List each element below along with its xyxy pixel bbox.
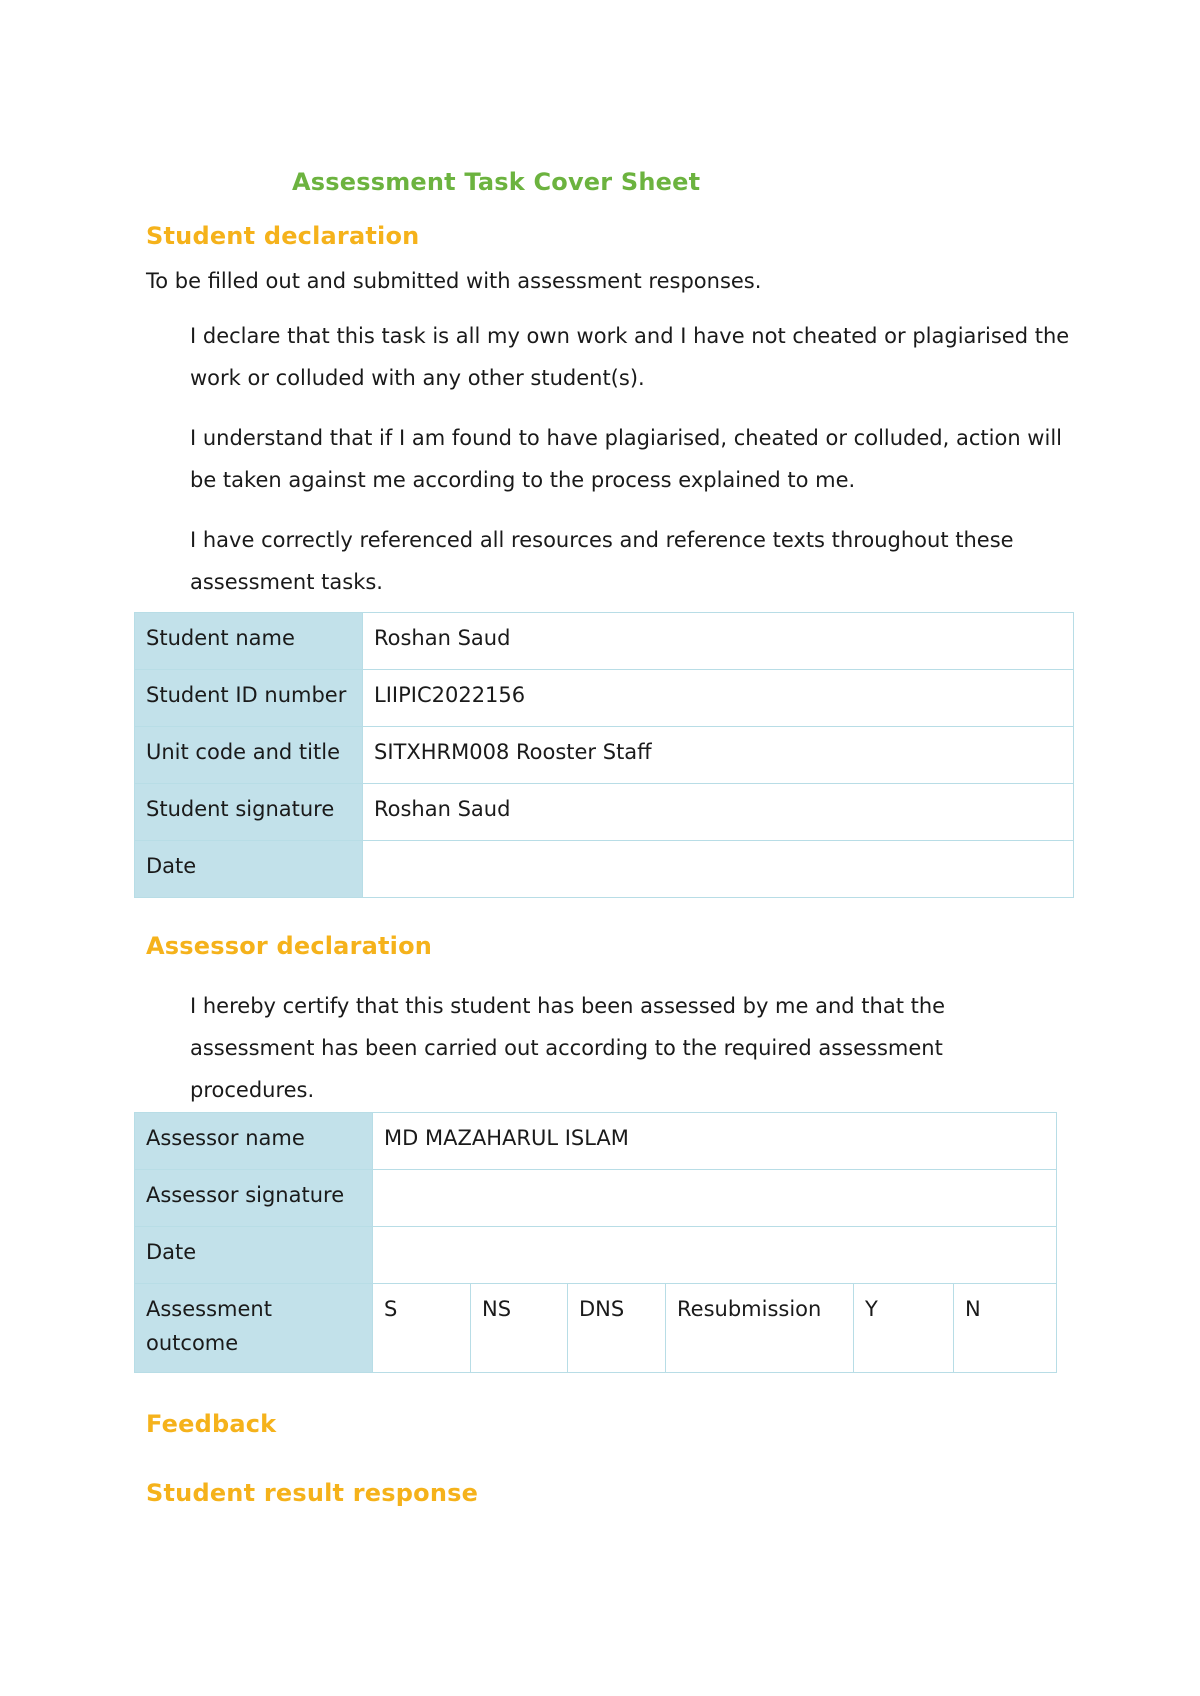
assessor-name-label: Assessor name [135,1113,373,1170]
declaration-statement-3: I have correctly referenced all resources and reference texts throughout these assessment tasks. [190,528,1014,594]
table-row [135,841,1074,898]
assessor-declaration-heading: Assessor declaration [146,932,433,960]
student-date-field[interactable] [363,841,1074,898]
feedback-heading: Feedback [146,1410,277,1438]
student-result-response-heading: Student result response [146,1479,479,1507]
table-row [135,1113,1057,1170]
student-signature-field[interactable]: Roshan Saud [363,784,1074,841]
student-id-field[interactable]: LIIPIC2022156 [363,670,1074,727]
assessor-date-field[interactable] [373,1227,1057,1284]
assessor-declaration-statement: I hereby certify that this student has been assessed by me and that the assessment has been carried out according to the required assessment procedures. [190,994,946,1102]
unit-code-label: Unit code and title [135,727,363,784]
student-id-label: Student ID number [135,670,363,727]
student-declaration-intro: To be filled out and submitted with assessment responses. [146,269,762,293]
unit-code-field[interactable]: SITXHRM008 Rooster Staff [363,727,1074,784]
outcome-option-y[interactable]: Y [854,1284,954,1373]
assessor-name-field[interactable]: MD MAZAHARUL ISLAM [373,1113,1057,1170]
outcome-option-n[interactable]: N [954,1284,1057,1373]
table-row [135,613,1074,670]
declaration-statement-2: I understand that if I am found to have plagiarised, cheated or colluded, action will be taken against me according to the process explained to me. [190,426,1062,492]
assessor-signature-field[interactable] [373,1170,1057,1227]
outcome-option-s[interactable]: S [373,1284,471,1373]
table-row [135,727,1074,784]
student-declaration-heading: Student declaration [146,222,420,250]
student-name-field[interactable]: Roshan Saud [363,613,1074,670]
table-row [135,784,1074,841]
table-row [135,1284,1057,1373]
declaration-statement-1: I declare that this task is all my own work and I have not cheated or plagiarised the work or colluded with any other student(s). [190,324,1070,390]
assessor-signature-label: Assessor signature [135,1170,373,1227]
assessor-details-table [134,1112,1057,1373]
outcome-option-ns[interactable]: NS [471,1284,568,1373]
student-date-label: Date [135,841,363,898]
page-title: Assessment Task Cover Sheet [292,168,701,196]
student-signature-label: Student signature [135,784,363,841]
table-row [135,670,1074,727]
outcome-option-resubmission[interactable]: Resubmission [666,1284,854,1373]
outcome-option-dns[interactable]: DNS [568,1284,666,1373]
assessor-date-label: Date [135,1227,373,1284]
table-row [135,1227,1057,1284]
student-details-table [134,612,1074,898]
table-row [135,1170,1057,1227]
student-name-label: Student name [135,613,363,670]
assessment-outcome-label: Assessment outcome [135,1284,373,1373]
